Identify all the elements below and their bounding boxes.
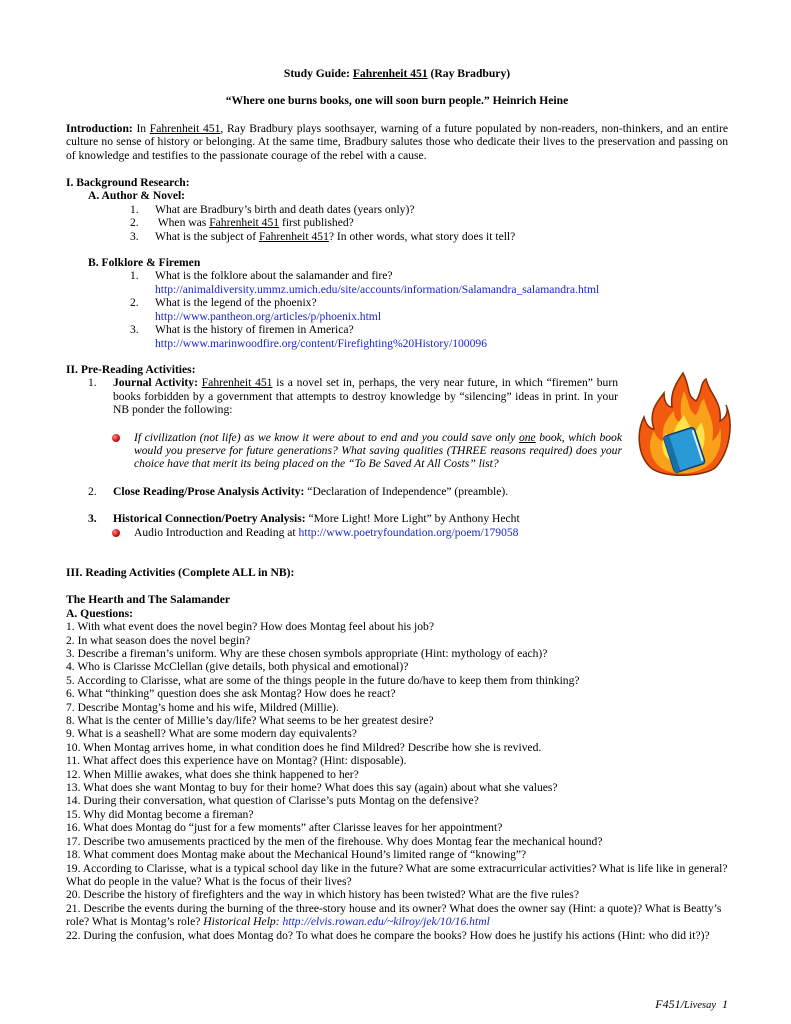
list-item: 6. What “thinking” question does she ask Montag? How does he react?: [66, 687, 396, 701]
list-item: 19. According to Clarisse, what is a typical school day like in the future? What are some extracurricular activities? What is life like in general? What do people in the value? What is the focus of their lives?: [66, 861, 728, 888]
list-item: 7. Describe Montag’s home and his wife, Mildred (Millie).: [66, 700, 339, 714]
list-item: 5. According to Clarisse, what are some of the things people in the future do/have to keep them from thinking?: [66, 673, 580, 687]
list-item: 8. What is the center of Millie’s day/life? What seems to be her greatest desire?: [66, 714, 434, 728]
red-bullet-icon: [112, 529, 120, 537]
list-item: 14. During their conversation, what question of Clarisse’s puts Montag on the defensive?: [66, 794, 479, 808]
list-item: 11. What affect does this experience have on Montag? (Hint: disposable).: [66, 754, 407, 768]
list-item: 2. In what season does the novel begin?: [66, 633, 251, 647]
part-title: The Hearth and The Salamander: [66, 593, 231, 607]
audio-reading: Audio Introduction and Reading at http://www.poetryfoundation.org/poem/179058: [112, 526, 728, 539]
list-item: 10. When Montag arrives home, in what condition does he find Mildred? Describe how she is revived.: [66, 740, 542, 754]
introduction-paragraph: Introduction: In Fahrenheit 451, Ray Bradbury plays soothsayer, warning of a future populated by non-readers, non-thinkers, and an entire culture no sense of history or belonging. At the same time, Bradbury salutes those who dedicate their lives to the preservation and passing on of knowledge and testifies to the passionate courage of the rebel with a cause.: [66, 121, 728, 162]
book-title: Fahrenheit 451: [352, 67, 428, 80]
page-footer: F451/Livesay 1: [655, 997, 728, 1011]
close-reading-activity: 2. Close Reading/Prose Analysis Activity: “Declaration of Independence” (preamble).: [88, 484, 509, 498]
list-item: 12. When Millie awakes, what does she think happened to her?: [66, 767, 359, 781]
section-heading-pre-reading: II. Pre-Reading Activities:: [66, 362, 196, 376]
list-item: 17. Describe two amusements practiced by the men of the firehouse. Why does Montag fear the mechanical hound?: [66, 834, 603, 848]
list-item: 1. What are Bradbury’s birth and death dates (years only)?: [130, 202, 415, 216]
burning-book-icon: [636, 371, 731, 481]
folklore-list: [130, 269, 728, 349]
list-item: 1. With what event does the novel begin? How does Montag feel about his job?: [66, 620, 434, 634]
journal-prompt: If civilization (not life) as we know it were about to end and you could save only one book, which book would you preserve for future generations? What saving qualities (THREE reasons required) does your choice have that merit its being placed on the “To Be Saved At All Costs” list?: [112, 431, 728, 471]
list-item: 16. What does Montag do “just for a few moments” after Clarisse leaves for her appointment?: [66, 821, 503, 835]
author-novel-list: [130, 203, 728, 243]
list-item: 1. What is the folklore about the salamander and fire? http://animaldiversity.ummz.umich.edu/site/accounts/information/Salamandra_salamandra.html: [130, 269, 600, 296]
poetry-foundation-link[interactable]: http://www.poetryfoundation.org/poem/179058: [298, 525, 519, 539]
journal-activity: 1. Journal Activity: Fahrenheit 451 is a novel set in, perhaps, the very near future, in which “firemen” burn books forbidden by a government that attempts to destroy knowledge by “silencing” ideas in print. In your NB ponder the following:: [88, 376, 618, 417]
red-bullet-icon: [112, 434, 120, 442]
list-item: 13. What does she want Montag to buy for their home? What does this say (again) about what she values?: [66, 781, 558, 795]
list-item: 4. Who is Clarisse McClellan (give details, both physical and emotional)?: [66, 660, 409, 674]
epigraph-quote: “Where one burns books, one will soon burn people.” Heinrich Heine: [225, 94, 569, 108]
document-title: Study Guide: Fahrenheit 451 (Ray Bradbury): [283, 67, 511, 80]
list-item: 15. Why did Montag become a fireman?: [66, 807, 254, 821]
section-heading-background: I. Background Research:: [66, 176, 190, 190]
firemen-history-link[interactable]: http://www.marinwoodfire.org/content/Firefighting%20History/100096: [155, 336, 487, 350]
document-page: [66, 58, 728, 1011]
list-item: 20. Describe the history of firefighters and the way in which history has been twisted? What are the five rules?: [66, 888, 579, 902]
salamander-link[interactable]: http://animaldiversity.ummz.umich.edu/site/accounts/information/Salamandra_salamandra.html: [155, 282, 600, 296]
phoenix-link[interactable]: http://www.pantheon.org/articles/p/phoenix.html: [155, 309, 382, 323]
list-item: 2. What is the legend of the phoenix? http://www.pantheon.org/articles/p/phoenix.html: [130, 296, 382, 323]
list-item: 22. During the confusion, what does Montag do? To what does he compare the books? How does he justify his actions (Hint: who did it?)?: [66, 928, 710, 942]
list-item: 9. What is a seashell? What are some modern day equivalents?: [66, 727, 357, 741]
subheading-folklore-firemen: B. Folklore & Firemen: [88, 256, 201, 270]
list-item: 2. When was Fahrenheit 451 first published?: [130, 216, 354, 230]
list-item: 18. What comment does Montag make about the Mechanical Hound’s limited range of “knowing”?: [66, 848, 527, 862]
list-item: 3. What is the subject of Fahrenheit 451? In other words, what story does it tell?: [130, 229, 516, 243]
questions-list: [66, 620, 728, 942]
questions-heading: A. Questions:: [66, 606, 133, 620]
list-item: 21. Describe the events during the burning of the three-story house and its owner? What does the owner say (Hint: a quote)? What is Beatty’s role? What is Montag’s role? Historical Help: http://elvis.rowan.edu/~kilroy/jek/10/16.html: [66, 901, 722, 929]
historical-help-link[interactable]: http://elvis.rowan.edu/~kilroy/jek/10/16.html: [282, 915, 490, 929]
historical-connection-activity: 3. Historical Connection/Poetry Analysis: “More Light! More Light” by Anthony Hecht: [88, 512, 520, 526]
subheading-author-novel: A. Author & Novel:: [88, 189, 186, 203]
section-heading-reading-activities: III. Reading Activities (Complete ALL in NB):: [66, 565, 295, 579]
list-item: 3. What is the history of firemen in America? http://www.marinwoodfire.org/content/Firefighting%20History/100096: [130, 323, 487, 350]
list-item: 3. Describe a fireman’s uniform. Why are these chosen symbols appropriate (Hint: mythology of each)?: [66, 647, 548, 660]
